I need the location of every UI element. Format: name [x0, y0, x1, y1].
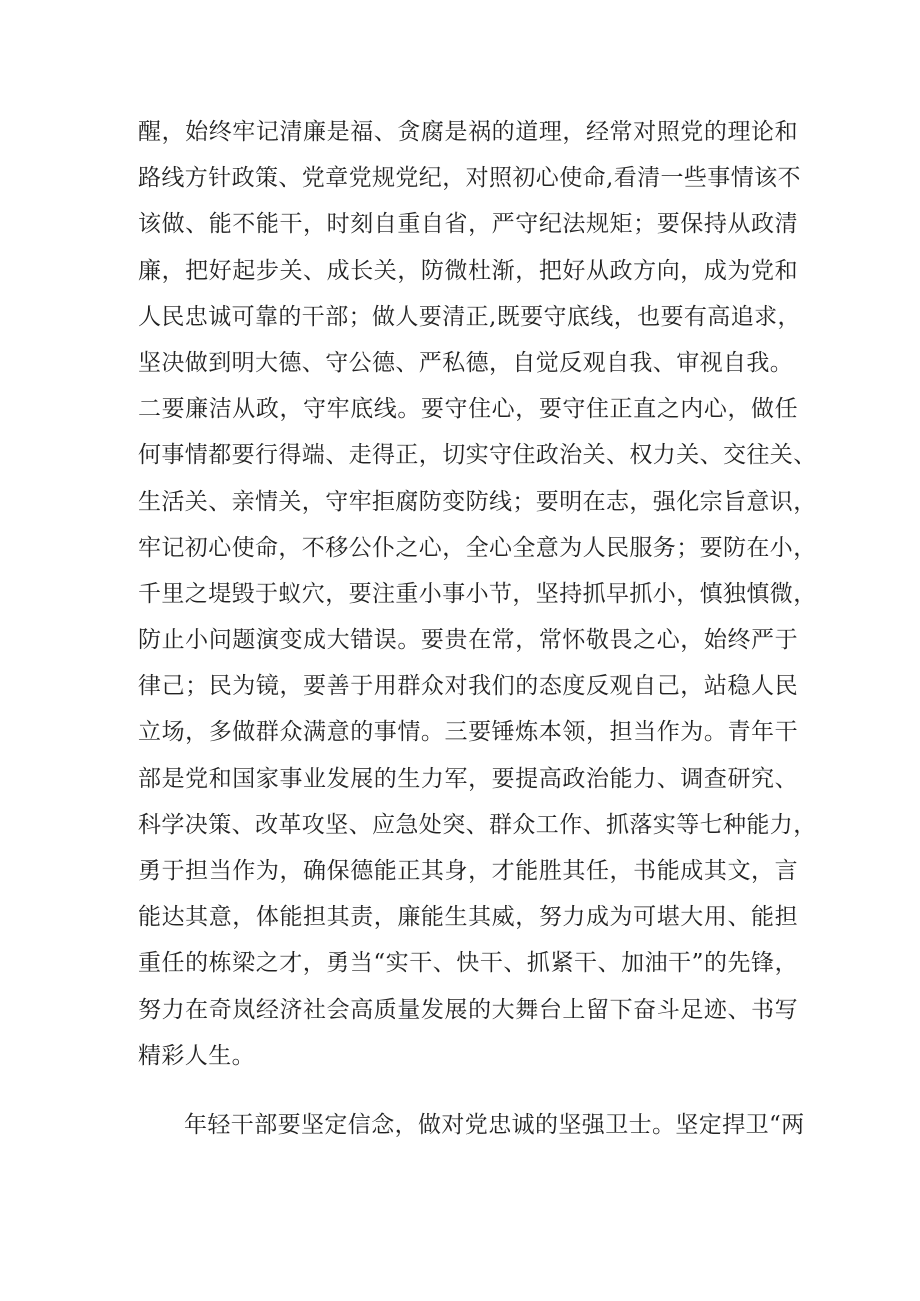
text-line: 人民忠诚可靠的干部；做人要清正,既要守底线，也要有高追求，	[138, 303, 801, 330]
text-line: 能达其意，体能担其责，廉能生其威，努力成为可堪大用、能担	[138, 904, 798, 931]
text-line: 科学决策、改革攻坚、应急处突、群众工作、抓落实等七种能力，	[138, 811, 817, 838]
paragraph-gap	[138, 1079, 798, 1102]
text-line: 千里之堤毁于蚁穴，要注重小事小节，坚持抓早抓小，慎独慎微，	[138, 580, 817, 607]
text-line: 立场，多做群众满意的事情。三要锤炼本领，担当作为。青年干	[138, 719, 798, 746]
text-line: 廉，把好起步关、成长关，防微杜渐，把好从政方向，成为党和	[138, 257, 798, 284]
text-line: 防止小问题演变成大错误。要贵在常，常怀敬畏之心，始终严于	[138, 627, 798, 654]
text-line: 牢记初心使命，不移公仆之心，全心全意为人民服务；要防在小，	[138, 534, 817, 561]
text-line: 该做、能不能干，时刻自重自省，严守纪法规矩；要保持从政清	[138, 211, 798, 238]
text-line: 醒，始终牢记清廉是福、贪腐是祸的道理，经常对照党的理论和	[138, 119, 798, 145]
text-line: 勇于担当作为，确保德能正其身，才能胜其任，书能成其文，言	[138, 858, 798, 884]
text-line: 努力在奇岚经济社会高质量发展的大舞台上留下奋斗足迹、书写	[138, 996, 798, 1023]
text-line: 二要廉洁从政，守牢底线。要守住心，要守住正直之内心，做任	[138, 396, 798, 423]
text-line: 生活关、亲情关，守牢拒腐防变防线；要明在志，强化宗旨意识，	[138, 488, 817, 515]
text-line: 精彩人生。	[138, 1042, 255, 1069]
paragraph-1	[138, 109, 817, 1079]
paragraph-2	[138, 1102, 805, 1148]
text-line: 路线方针政策、党章党规党纪，对照初心使命,看清一些事情该不	[138, 165, 801, 192]
text-line: 部是党和国家事业发展的生力军，要提高政治能力、调查研究、	[138, 765, 798, 792]
text-line: 何事情都要行得端、走得正，切实守住政治关、权力关、交往关、	[138, 442, 817, 469]
text-line: 重任的栋梁之才，勇当“实干、快干、抓紧干、加油干”的先锋，	[138, 950, 798, 977]
text-line: 律己；民为镜，要善于用群众对我们的态度反观自己，站稳人民	[138, 673, 798, 700]
text-line: 年轻干部要坚定信念，做对党忠诚的坚强卫士。坚定捍卫“两	[184, 1111, 805, 1138]
text-line: 坚决做到明大德、守公德、严私德，自觉反观自我、审视自我。	[138, 349, 794, 376]
document-body	[138, 109, 817, 1148]
